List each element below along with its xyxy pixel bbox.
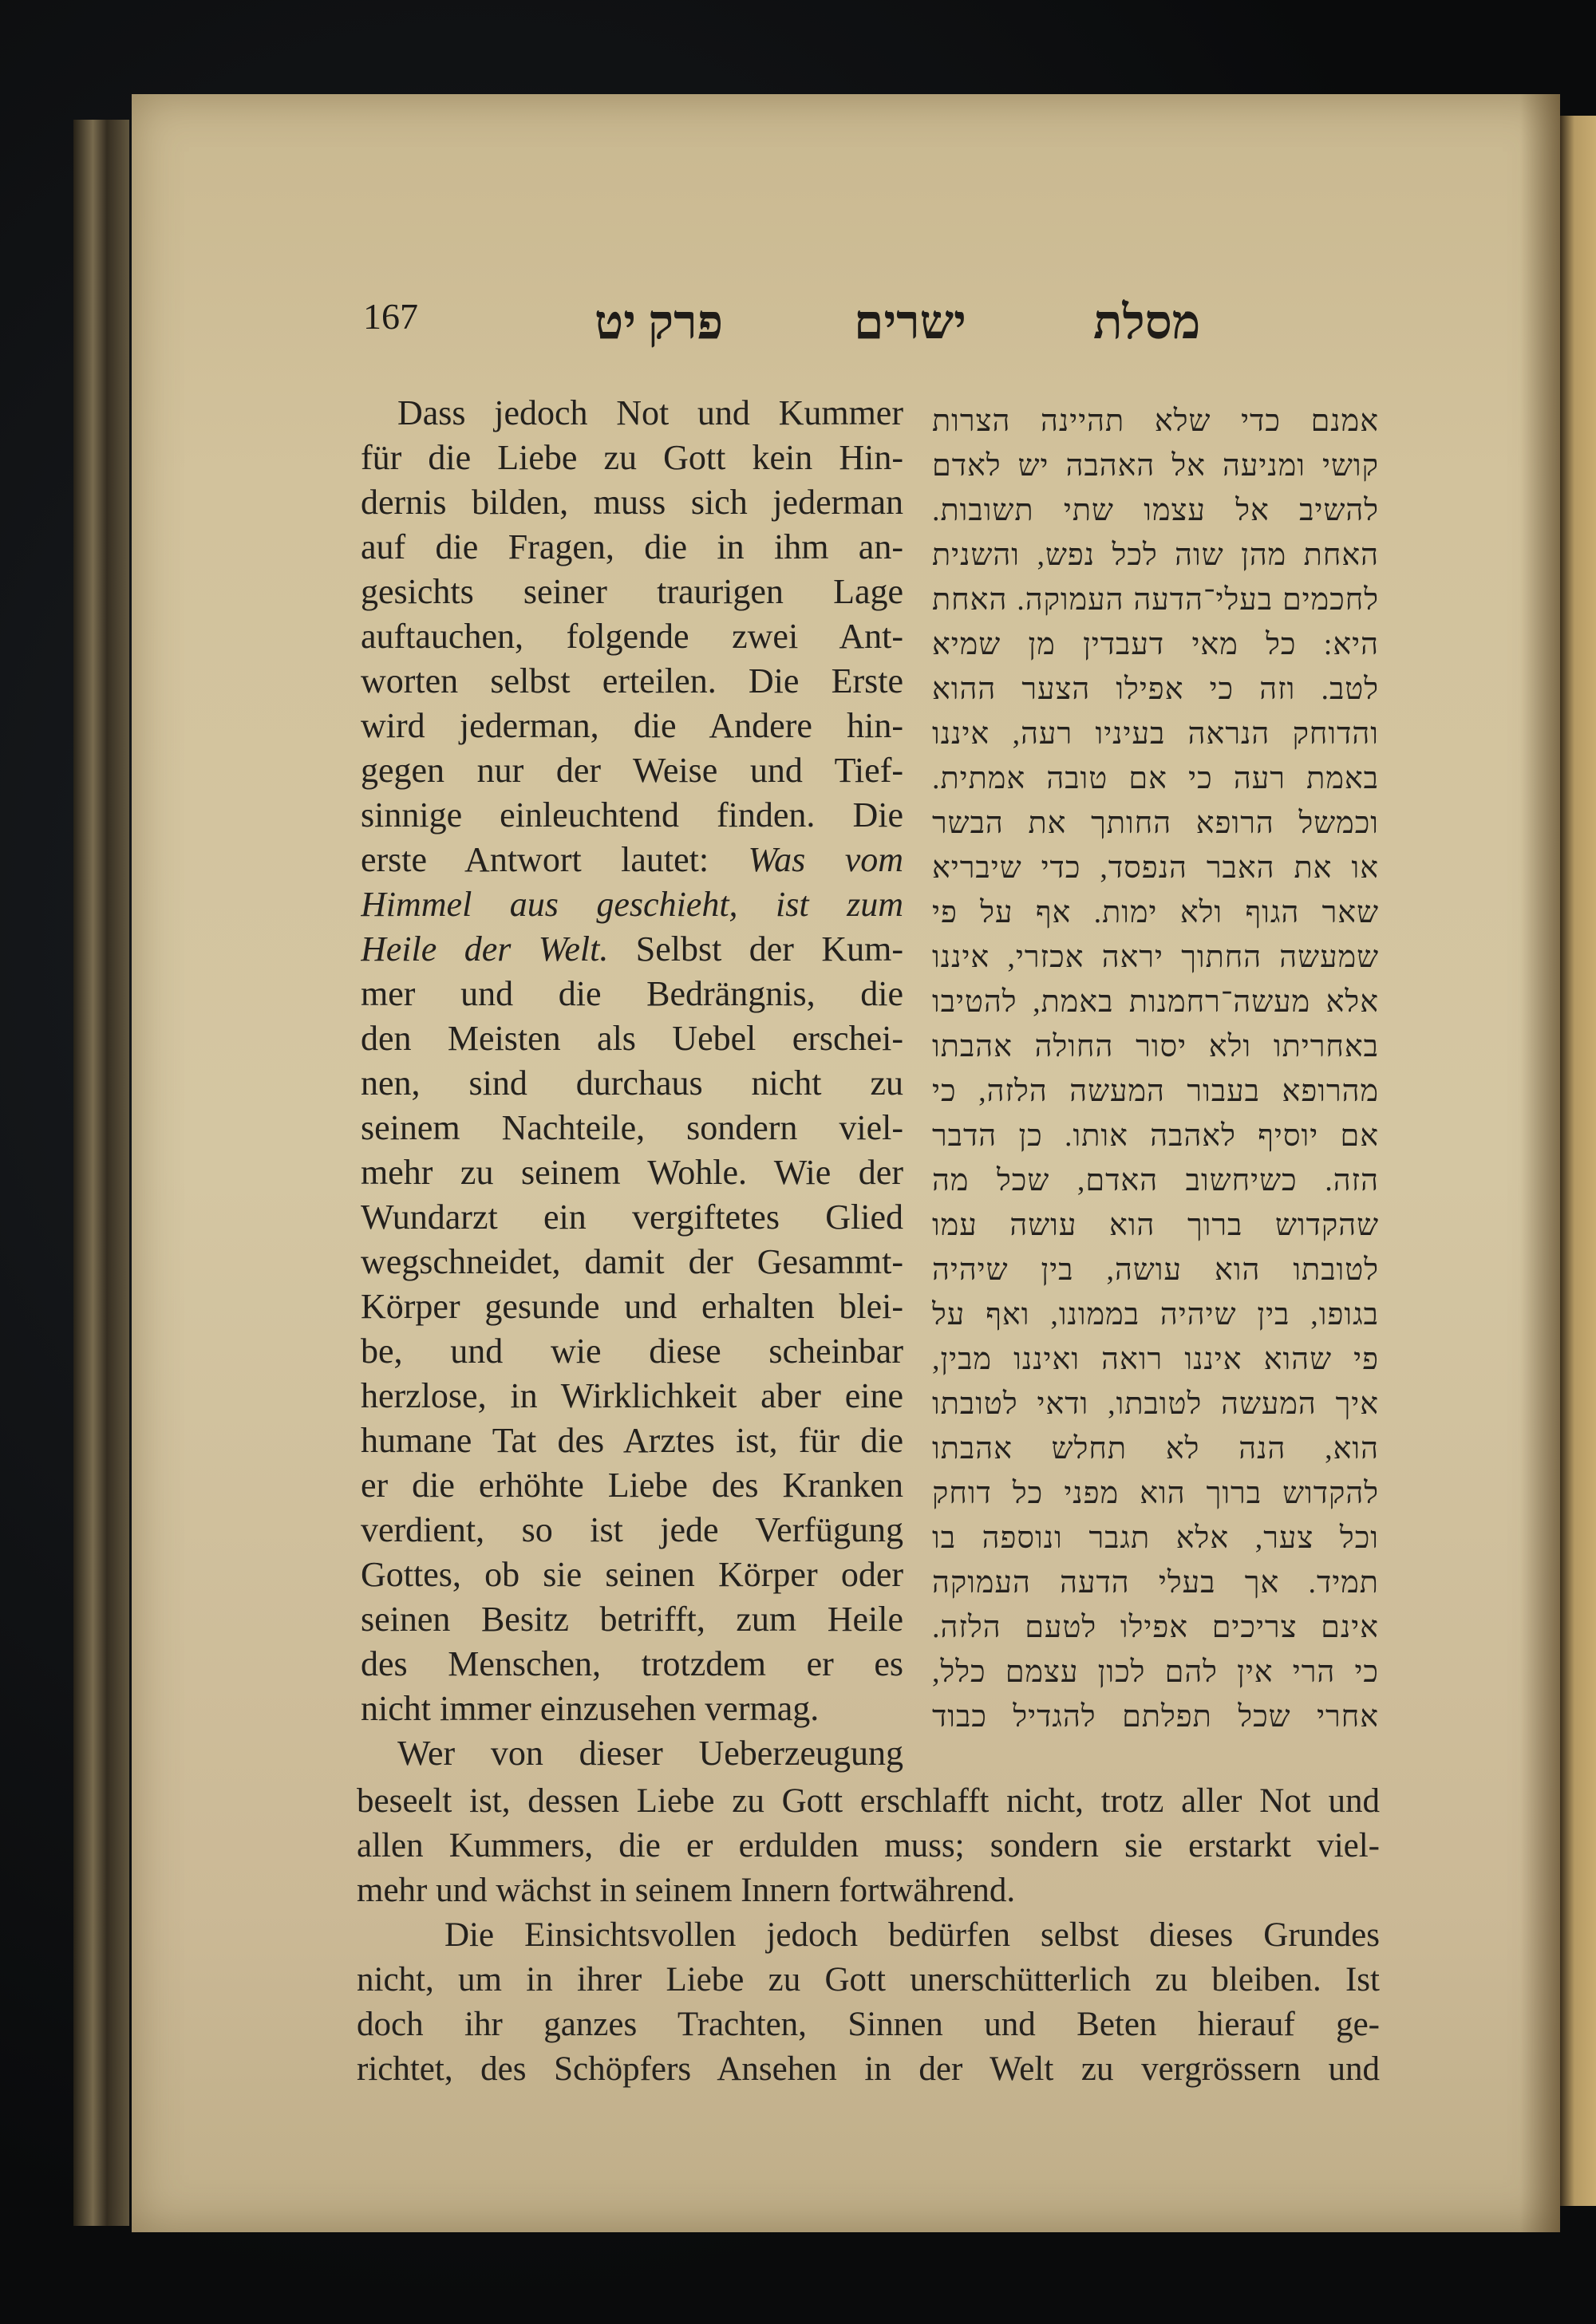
hebrew-line: האחת מהן שוה לכל נפש, והשנית bbox=[932, 539, 1379, 572]
running-head-title-word-2: ישרים bbox=[854, 296, 966, 349]
german-line: herzlose, in Wirklichkeit aber eine bbox=[361, 1376, 903, 1415]
running-head-title-word-1: מסלת bbox=[1093, 296, 1201, 349]
left-page-edge bbox=[73, 120, 129, 2226]
hebrew-line: באחריתו ולא יסור החולה אהבתו bbox=[932, 1030, 1379, 1063]
german-line: gesichts seiner traurigen Lage bbox=[361, 572, 903, 611]
hebrew-line: מהרופא בעבור המעשה הלזה, כי bbox=[932, 1075, 1379, 1108]
page-gutter-shadow bbox=[1520, 94, 1560, 2232]
hebrew-line: לטב. וזה כי אפילו הצער ההוא bbox=[932, 673, 1379, 706]
german-line: Die Einsichtsvollen jedoch bedürfen selbst dieses Grundes bbox=[444, 1916, 1380, 1954]
german-italic-phrase: Was vom bbox=[748, 840, 903, 879]
german-full-width-text bbox=[357, 1779, 1380, 2092]
hebrew-line: אינם צריכים אפילו לטעם הלזה. bbox=[932, 1611, 1379, 1644]
hebrew-line: והדוחק הנראה בעיניו רעה, איננו bbox=[932, 717, 1379, 751]
german-italic-phrase: Heile der Welt. bbox=[361, 929, 609, 969]
german-line: auftauchen, folgende zwei Ant- bbox=[361, 617, 903, 656]
hebrew-text-column bbox=[932, 399, 1379, 1739]
hebrew-line: אחרי שכל תפלתם להגדיל כבוד bbox=[932, 1700, 1379, 1734]
german-line: Dass jedoch Not und Kummer bbox=[397, 393, 903, 432]
german-text-column bbox=[361, 391, 903, 1776]
hebrew-line: וכל צער, אלא תגבר ונוספה בו bbox=[932, 1521, 1379, 1555]
german-line: seinen Besitz betrifft, zum Heile bbox=[361, 1600, 903, 1639]
german-line: richtet, des Schöpfers Ansehen in der Welt zu vergrössern und bbox=[357, 2050, 1380, 2088]
german-line: seinem Nachteile, sondern viel- bbox=[361, 1108, 903, 1147]
hebrew-line: לטובתו הוא עושה, בין שיהיה bbox=[932, 1253, 1379, 1287]
german-line: dernis bilden, muss sich jederman bbox=[361, 483, 903, 522]
hebrew-line: וכמשל הרופא החותך את הבשר bbox=[932, 807, 1379, 840]
german-line: auf die Fragen, die in ihm an- bbox=[361, 527, 903, 566]
german-line: allen Kummers, die er erdulden muss; sondern sie erstarkt viel- bbox=[357, 1827, 1380, 1864]
german-line: gegen nur der Weise und Tief- bbox=[361, 751, 903, 790]
hebrew-line: שאר הגוף ולא ימות. אף על פי bbox=[932, 896, 1379, 929]
german-line: doch ihr ganzes Trachten, Sinnen und Beten hierauf ge- bbox=[357, 2006, 1380, 2043]
german-line: nen, sind durchaus nicht zu bbox=[361, 1063, 903, 1103]
hebrew-line: איך המעשה לטובתו, ודאי לטובתו bbox=[932, 1387, 1379, 1421]
hebrew-line: שהקדוש ברוך הוא עושה עמו bbox=[932, 1209, 1379, 1242]
german-line: Wundarzt ein vergiftetes Glied bbox=[361, 1198, 903, 1237]
german-line: mehr zu seinem Wohle. Wie der bbox=[361, 1153, 903, 1192]
hebrew-line: להקדוש ברוך הוא מפני כל דוחק bbox=[932, 1477, 1379, 1510]
german-line: be, und wie diese scheinbar bbox=[361, 1332, 903, 1371]
hebrew-line: הזה. כשיחשוב האדם, שכל מה bbox=[932, 1164, 1379, 1198]
german-line: beseelt ist, dessen Liebe zu Gott erschlafft nicht, trotz aller Not und bbox=[357, 1782, 1380, 1820]
hebrew-line: פי שהוא איננו רואה ואיננו מבין, bbox=[932, 1343, 1379, 1376]
german-line: des Menschen, trotzdem er es bbox=[361, 1644, 903, 1683]
german-line: sinnige einleuchtend finden. Die bbox=[361, 795, 903, 835]
hebrew-line: אם יוסיף לאהבה אותו. כן הדבר bbox=[932, 1119, 1379, 1153]
hebrew-line: בגופו, בין שיהיה בממונו, ואף על bbox=[932, 1298, 1379, 1332]
next-page-edge bbox=[1560, 116, 1596, 2206]
hebrew-line: הוא, הנה לא תחלש אהבתו bbox=[932, 1432, 1379, 1466]
hebrew-line: כי הרי אין להם לכון עצמם כלל, bbox=[932, 1655, 1379, 1689]
german-line: mehr und wächst in seinem Innern fortwährend. bbox=[357, 1872, 1016, 1909]
hebrew-line: קושי ומניעה אל האהבה יש לאדם bbox=[932, 449, 1379, 483]
german-line: Gottes, ob sie seinen Körper oder bbox=[361, 1555, 903, 1594]
hebrew-line: אלא מעשה־רחמנות באמת, להטיבו bbox=[932, 985, 1379, 1019]
german-line-text: erste Antwort lautet: bbox=[361, 840, 709, 879]
hebrew-line: או את האבר הנפסד, כדי שיבריא bbox=[932, 851, 1379, 885]
german-line: verdient, so ist jede Verfügung bbox=[361, 1510, 903, 1549]
german-line: den Meisten als Uebel erschei- bbox=[361, 1019, 903, 1058]
german-italic-line: Himmel aus geschieht, ist zum bbox=[361, 885, 903, 924]
german-line: Wer von dieser Ueberzeugung bbox=[397, 1734, 903, 1773]
german-line: mer und die Bedrängnis, die bbox=[361, 974, 903, 1013]
german-line: nicht immer einzusehen vermag. bbox=[361, 1689, 820, 1728]
hebrew-line: לחכמים בעלי־הדעה העמוקה. האחת bbox=[932, 583, 1379, 617]
german-line: wegschneidet, damit der Gesammt- bbox=[361, 1242, 903, 1281]
page-number: 167 bbox=[363, 296, 418, 337]
german-line: humane Tat des Arztes ist, für die bbox=[361, 1421, 903, 1460]
hebrew-line: שמעשה החתוך יראה אכזרי, איננו bbox=[932, 941, 1379, 974]
german-line: worten selbst erteilen. Die Erste bbox=[361, 661, 903, 700]
hebrew-line: באמת רעה כי אם טובה אמתית. bbox=[932, 762, 1379, 795]
running-head-chapter: פרק יט bbox=[595, 296, 724, 349]
german-line: er die erhöhte Liebe des Kranken bbox=[361, 1466, 903, 1505]
german-line: für die Liebe zu Gott kein Hin- bbox=[361, 438, 903, 477]
hebrew-line: להשיב אל עצמו שתי תשובות. bbox=[932, 494, 1379, 527]
german-line-text: Selbst der Kum- bbox=[635, 929, 903, 969]
hebrew-line: אמנם כדי שלא תהיינה הצרות bbox=[932, 404, 1379, 438]
hebrew-line: תמיד. אך בעלי הדעה העמוקה bbox=[932, 1566, 1379, 1600]
german-line: nicht, um in ihrer Liebe zu Gott unerschütterlich zu bleiben. Ist bbox=[357, 1961, 1380, 1998]
hebrew-line: היא: כל מאי דעבדין מן שמיא bbox=[932, 628, 1379, 661]
german-line: Körper gesunde und erhalten blei- bbox=[361, 1287, 903, 1326]
german-line: wird jederman, die Andere hin- bbox=[361, 706, 903, 745]
german-line bbox=[361, 927, 903, 972]
german-line bbox=[361, 838, 903, 882]
